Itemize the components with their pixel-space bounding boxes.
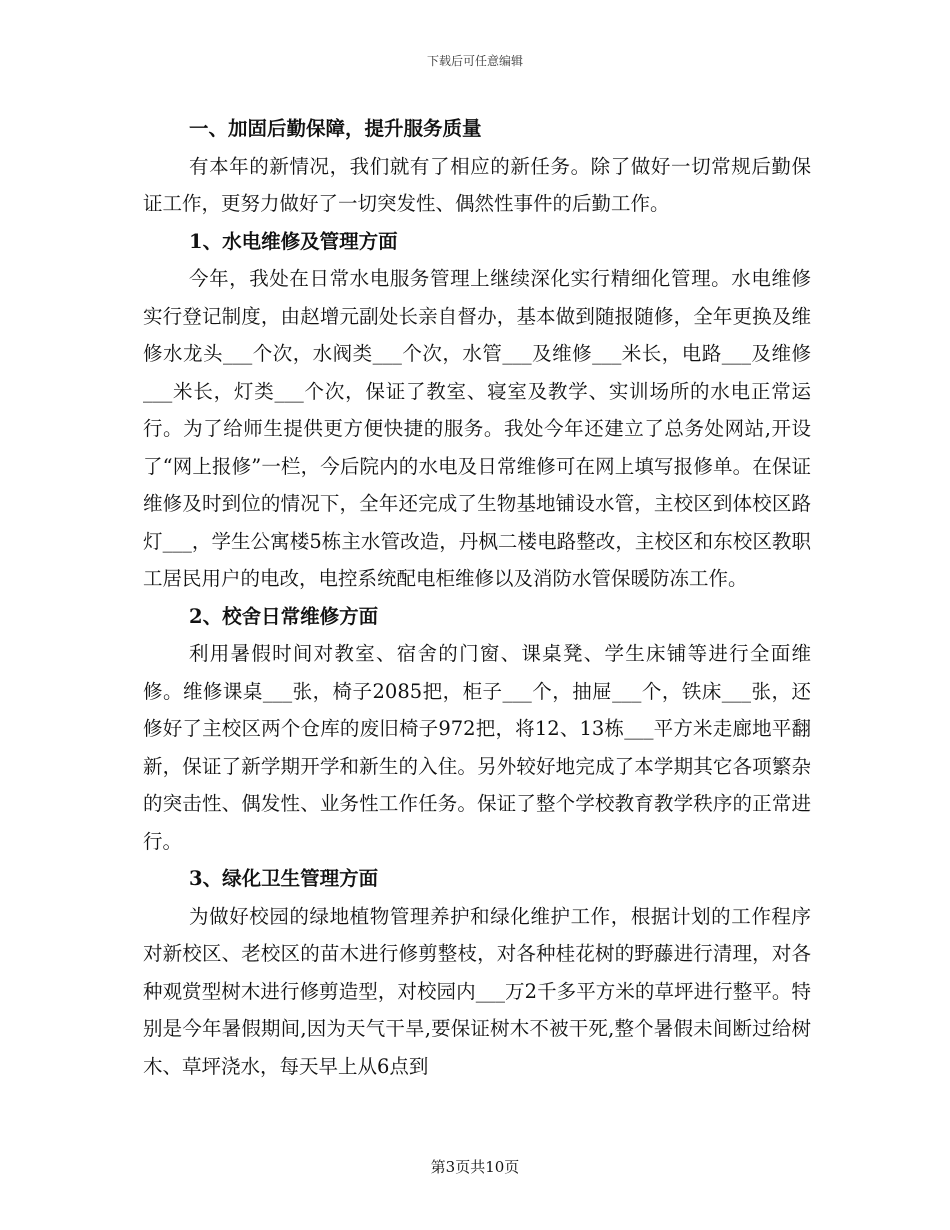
paragraph-dorm-repair: 利用暑假时间对教室、宿舍的门窗、课桌凳、学生床铺等进行全面维修。维修课桌___张，椅子2085把，柜子___个，抽屉___个，铁床___张，还修好了主校区两个仓库的废旧椅子972把，将12、13栋___平方米走廊地平翻新，保证了新学期开学和新生的入住。另外较好地完成了本学期其它各项繁杂的突击性、偶发性、业务性工作任务。保证了整个学校教育教学秩序的正常进行。 [143,642,811,853]
document-body [143,110,811,1085]
paragraph-intro: 有本年的新情况，我们就有了相应的新任务。除了做好一切常规后勤保证工作，更努力做好了一切突发性、偶然性事件的后勤工作。 [143,154,811,215]
section-heading-greening: 3、绿化卫生管理方面 [189,867,379,890]
header-note: 下载后可任意编辑 [426,54,523,68]
paragraph-greening: 为做好校园的绿地植物管理养护和绿化维护工作，根据计划的工作程序对新校区、老校区的苗木进行修剪整枝，对各种桂花树的野藤进行清理，对各种观赏型树木进行修剪造型，对校园内___万2千多平方米的草坪进行整平。特别是今年暑假期间,因为天气干旱,要保证树木不被干死,整个暑假未间断过给树木、草坪浇水，每天早上从6点到 [143,904,811,1078]
section-heading-water-electric: 1、水电维修及管理方面 [189,229,398,253]
section-heading-main: 一、加固后勤保障，提升服务质量 [189,117,482,140]
section-heading-dorm-repair: 2、校舍日常维修方面 [189,604,379,628]
paragraph-water-electric: 今年，我处在日常水电服务管理上继续深化实行精细化管理。水电维修实行登记制度，由赵增元副处长亲自督办，基本做到随报随修，全年更换及维修水龙头___个次，水阀类___个次，水管___及维修___米长，电路___及维修___米长，灯类___个次，保证了教室、寝室及教学、实训场所的水电正常运行。为了给师生提供更方便快捷的服务。我处今年还建立了总务处网站,开设了“网上报修”一栏，今后院内的水电及日常维修可在网上填写报修单。在保证维修及时到位的情况下，全年还完成了生物基地铺设水管，主校区到体校区路灯___，学生公寓楼5栋主水管改造，丹枫二楼电路整改，主校区和东校区教职工居民用户的电改，电控系统配电柜维修以及消防水管保暖防冻工作。 [143,267,811,590]
page-number: 第3页共10页 [430,1158,520,1176]
